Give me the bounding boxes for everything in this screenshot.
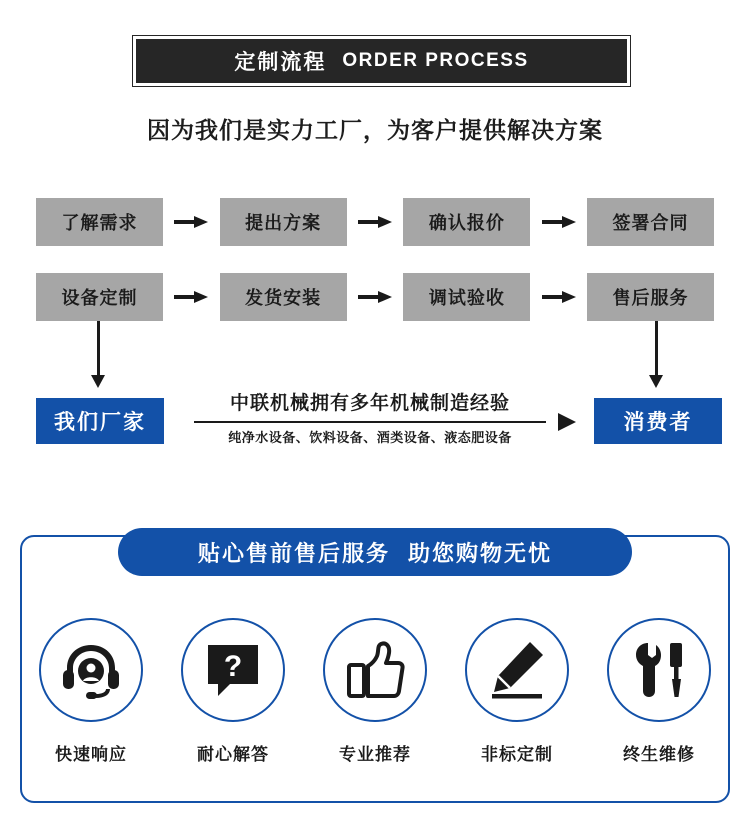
header-title-cn: 定制流程 [234,51,327,74]
service-item-label: 非标定制 [481,745,553,764]
arrow-right-icon [542,216,576,228]
service-icon-circle [323,618,427,722]
service-item [168,618,298,765]
service-item [452,618,582,765]
flow-arrow [530,291,587,303]
pencil-icon [486,639,548,701]
service-item [594,618,724,765]
flow-step: 设备定制 [36,273,163,321]
arrow-down-icon [649,375,663,388]
middle-slogan-line2: 纯净水设备、饮料设备、酒类设备、液态肥设备 [228,430,512,445]
arrow-right-icon [174,291,208,303]
flow-arrow [347,291,404,303]
flow-arrow [347,216,404,228]
arrow-right-icon [358,216,392,228]
flow-step: 签署合同 [587,198,714,246]
page-subtitle: 因为我们是实力工厂，为客户提供解决方案 [147,117,603,143]
service-icon-circle [465,618,569,722]
flow-step: 发货安装 [220,273,347,321]
flow-row-1 [36,198,714,246]
service-badge-text-1: 贴心售前售后服务 [197,540,390,566]
flow-row-2 [36,273,714,321]
arrow-right-icon [542,291,576,303]
thumbs-up-icon [344,639,406,701]
flow-step: 调试验收 [403,273,530,321]
flow-arrow [163,216,220,228]
connector-line-left [97,321,100,377]
service-item-label: 专业推荐 [339,745,411,764]
connector-line-right [655,321,658,377]
service-icon-circle [607,618,711,722]
svg-text:?: ? [223,650,243,683]
arrow-right-icon [558,413,576,431]
service-badge [118,528,632,576]
flow-step: 提出方案 [220,198,347,246]
service-icon-circle [39,618,143,722]
flow-arrow [530,216,587,228]
service-item [26,618,156,765]
service-item-label: 快速响应 [55,745,127,764]
header-banner [133,36,630,86]
headset-icon [58,639,124,701]
divider [194,421,546,423]
endpoint-factory: 我们厂家 [36,398,164,444]
arrow-right-icon [358,291,392,303]
arrow-down-icon [91,375,105,388]
arrow-right-icon [174,216,208,228]
endpoint-consumer: 消费者 [594,398,722,444]
middle-slogan [180,392,560,446]
question-bubble-icon [202,640,264,700]
middle-slogan-line1: 中联机械拥有多年机械制造经验 [229,393,510,414]
flow-step: 确认报价 [403,198,530,246]
service-item-label: 耐心解答 [197,745,269,764]
flow-arrow [163,291,220,303]
service-badge-text-2: 助您购物无忧 [408,540,553,566]
service-item-list [20,618,730,765]
service-item [310,618,440,765]
service-item-label: 终生维修 [623,745,695,764]
header-title-en: ORDER PROCESS [342,50,529,71]
wrench-screwdriver-icon [628,639,690,701]
flow-step: 售后服务 [587,273,714,321]
flow-step: 了解需求 [36,198,163,246]
service-icon-circle [181,618,285,722]
